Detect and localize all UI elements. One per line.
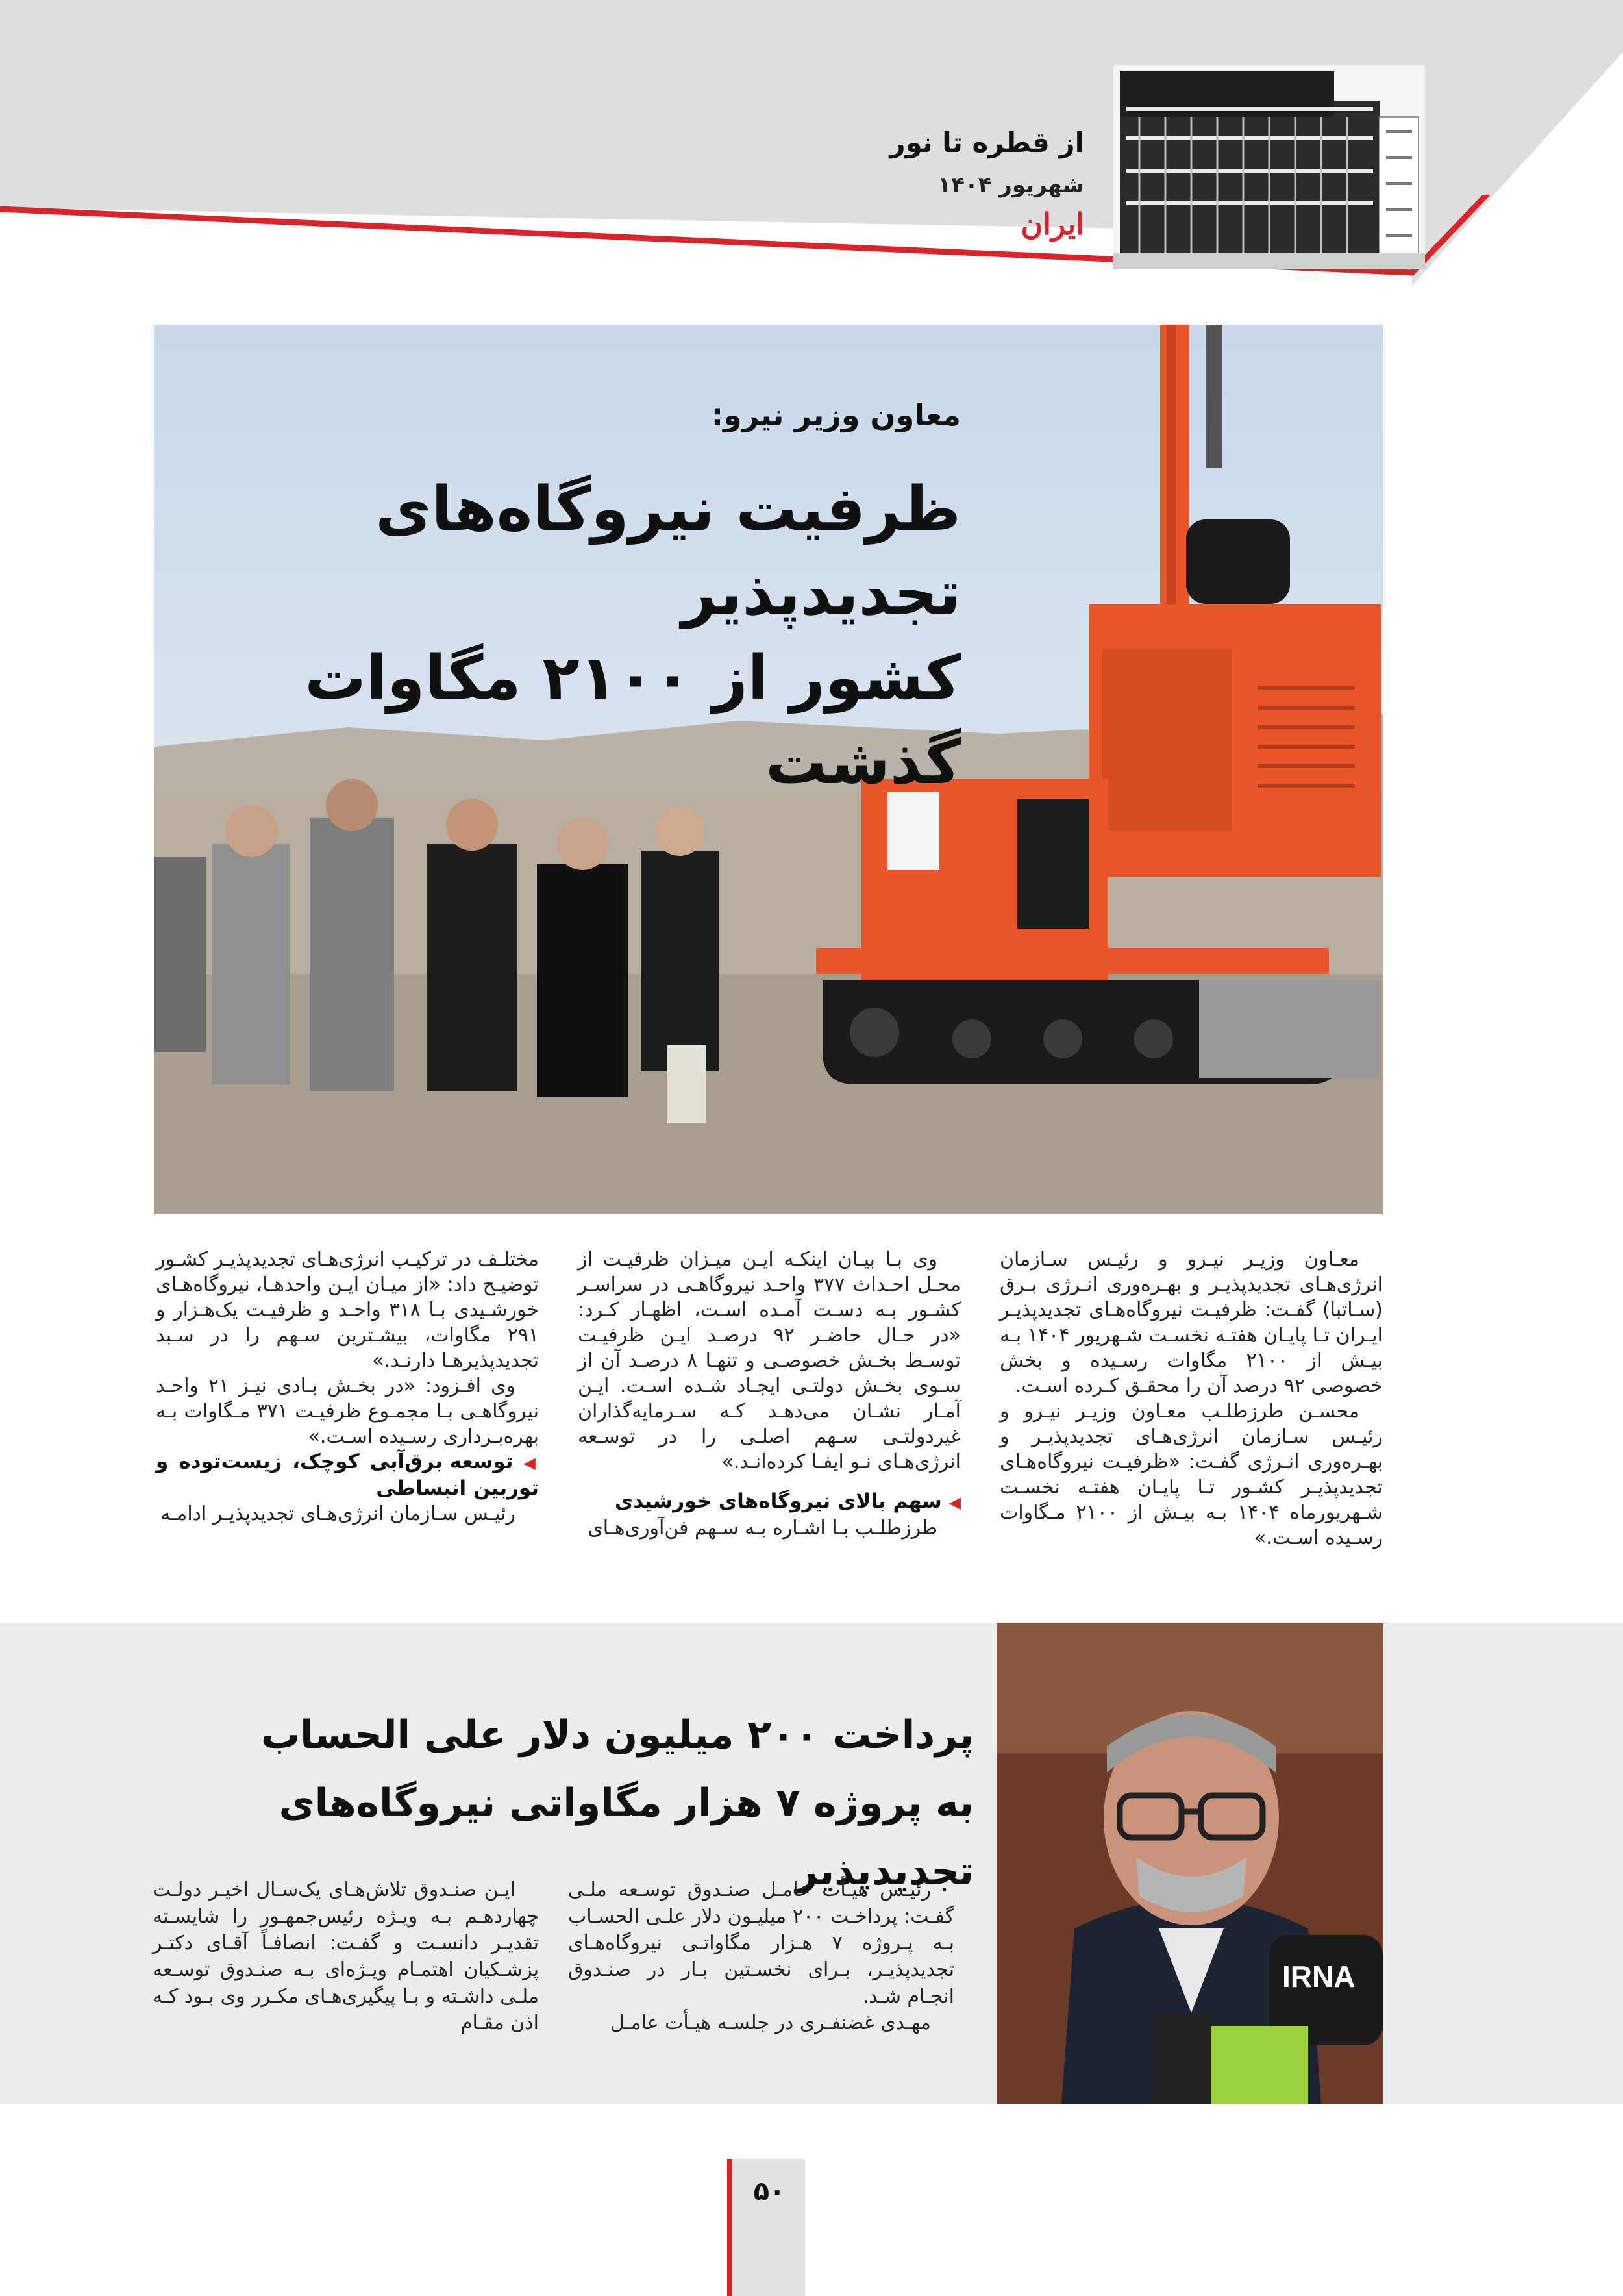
page-number: ۵۰	[753, 2177, 786, 2206]
paragraph: رئیـس هیـأت عامـل صنـدوق توسـعه ملـی گفـت: پرداخـت ۲۰۰ میلیـون دلار علـی الحسـاب بـه پـروژه ۷ هـزار مگاواتـی نیروگاه‌هـای تجدیدپذیـر، بـرای نخسـتین بـار در صنـدوق انجـام شـد.	[568, 1878, 954, 2008]
subheading: ◀ سهم بالای نیروگاه‌های خورشیدی	[614, 1490, 961, 1513]
bullet-icon: ◀	[948, 1493, 961, 1512]
bullet-icon: ◀	[523, 1454, 539, 1472]
speaker-photo	[997, 1623, 1383, 2104]
subheading: ◀ توسعه برق‌آبی کوچک، زیست‌توده و توربین انبساطی	[156, 1450, 539, 1500]
article2-column-left	[153, 1877, 539, 2036]
headline-line-1: پرداخت ۲۰۰ میلیون دلار علی الحساب	[260, 1712, 974, 1758]
paragraph: وی افـزود: «در بخـش بـادی نیـز ۲۱ واحـد نیروگاهـی بـا مجمـوع ظرفیـت ۳۷۱ مـگاوات بـه بهره‌بـرداری رسـیده اسـت.»	[156, 1375, 539, 1448]
mic-label: IRNA	[1282, 1960, 1356, 1993]
paragraph: معـاون وزیـر نیـرو و رئیـس سـازمان انرژی‌هـای تجدیدپذیـر و بهـره‌وری انـرژی بـرق (سـاتبا) گفـت: ظرفیـت نیروگاه‌هـای تجدیدپذیـر ایـران تـا پایـان هفتـه نخسـت شـهریور ۱۴۰۴ بـه بیـش از ۲۱۰۰ مگاوات رسـیده و بخش خصوصی ۹۲ درصد آن را محقـق کـرده اسـت.	[1000, 1248, 1383, 1397]
section-title: از قطره تا نور	[889, 127, 1084, 158]
paragraph: طرزطلـب بـا اشـاره بـه سـهم فن‌آوری‌هـای	[588, 1517, 937, 1540]
article-kicker: معاون وزیر نیرو:	[711, 397, 961, 432]
article-column-right	[1000, 1247, 1383, 1551]
paragraph: محسـن طرزطلـب معـاون وزیـر نیـرو و رئیـس سـازمان انرژی‌هـای تجدیدپذیـر و بهـره‌وری انـرژی گفـت: «ظرفیـت نیروگاه‌هـای تجدیدپذیـر کشـور تـا پایـان هفتـه نخسـت شـهریورماه ۱۴۰۴ بـه بیـش از ۲۱۰۰ مـگاوات رسـیده اسـت.»	[1000, 1400, 1383, 1549]
paragraph: وی بـا بیـان اینکـه ایـن میـزان ظرفیـت از محـل احـداث ۳۷۷ واحـد نیروگاهـی در سراسـر کشـور بـه دسـت آمـده اسـت، اظهـار کـرد: «در حـال حاضـر ۹۲ درصـد ایـن ظرفیـت توسـط بخـش خصوصـی و تنهـا ۸ درصـد آن از سـوی بخـش دولتـی ایجـاد شـده اسـت. ایـن آمـار نشـان می‌دهـد کـه سـرمایه‌گذاران غیردولتـی سـهم اصلـی را در توسـعه انرژی‌هـای نـو ایفـا کرده‌انـد.»	[578, 1248, 961, 1473]
brand-logo: ایران	[1021, 206, 1084, 242]
article-headline	[182, 468, 961, 805]
article-column-middle	[578, 1247, 961, 1541]
article-column-left	[156, 1247, 539, 1527]
headline-line-1: ظرفیت نیروگاه‌های تجدیدپذیر	[375, 474, 961, 629]
article2-column-right	[568, 1877, 954, 2036]
headline-line-2: کشور از ۲۱۰۰ مگاوات گذشت	[304, 643, 961, 798]
headline-line-2: به پروژه ۷ هزار مگاواتی نیروگاه‌های تجدیدپذیر	[279, 1780, 974, 1894]
issue-date: شهریور ۱۴۰۴	[937, 172, 1084, 198]
paragraph: مهـدی غضنفـری در جلسـه هیـأت عامـل	[610, 2012, 931, 2034]
paragraph: ایـن صنـدوق تلاش‌هـای یک‌سـال اخیـر دولـت چهاردهـم بـه ویـژه رئیس‌جمهـور را شایسـته تقدیـر دانسـت و گفـت: انصافـاً آقـای دکتـر پزشـکیان اهتمـام ویـژه‌ای بـه صنـدوق توسـعه ملـی داشـته و بـا پیگیری‌هـای مکـرر وی بـود کـه اذن مقـام	[153, 1878, 539, 2034]
article2-headline	[130, 1701, 974, 1906]
paragraph: مختلـف در ترکیـب انرژی‌هـای تجدیدپذیـر کشـور توضیـح داد: «از میـان ایـن واحدهـا، نیروگاه‌هـای خورشـیدی بـا ۳۱۸ واحـد و ظرفیـت یک‌هـزار و ۲۹۱ مگاوات، بیشـترین سـهم را در سـبد تجدیدپذیرهـا دارنـد.»	[156, 1248, 539, 1372]
paragraph: رئیـس سـازمان انرژی‌هـای تجدیدپذیـر ادامـه	[160, 1503, 515, 1525]
header-building-photo	[1113, 65, 1425, 269]
page-number-accent	[727, 2159, 732, 2296]
